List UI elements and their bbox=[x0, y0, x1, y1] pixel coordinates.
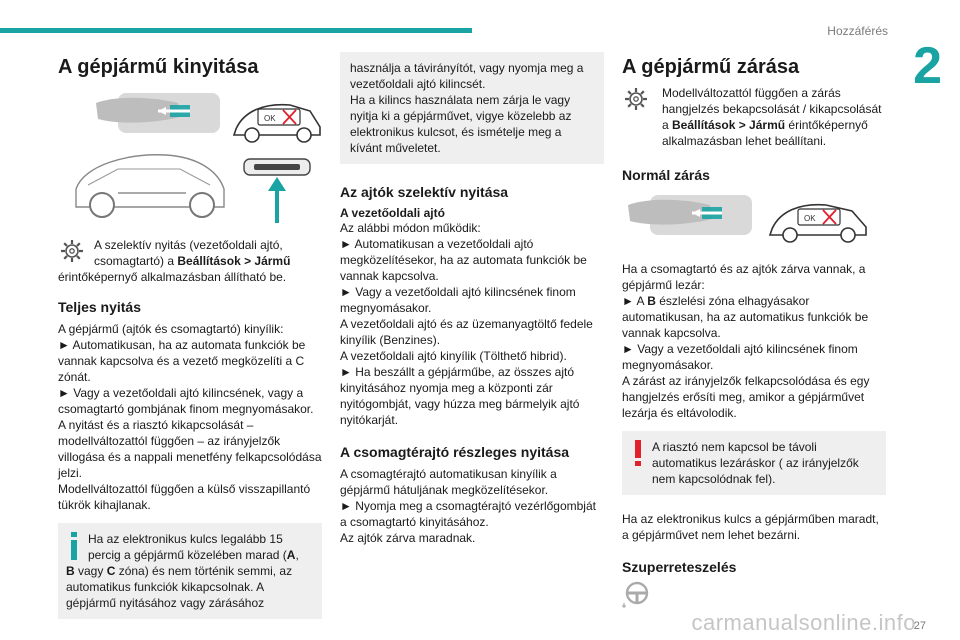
info-zone-a: A bbox=[286, 548, 296, 562]
tailgate-button-illustration bbox=[244, 159, 310, 223]
driver-line-3: ► Vagy a vezetőoldali ajtó kilincsének finom megnyomásakor. bbox=[340, 285, 576, 315]
normal-lock-illustration bbox=[622, 189, 886, 249]
full-unlock-line-5: Modellváltozattól függően a külső visszapillantó tükrök kihajlanak. bbox=[58, 482, 311, 512]
driver-line-4: A vezetőoldali ajtó és az üzemanyagtöltő fedele kinyílik (Benzines). bbox=[340, 317, 593, 347]
info-zone-b: B bbox=[66, 564, 75, 578]
header-accent-bar bbox=[0, 28, 472, 33]
normal-lock-heading: Normál zárás bbox=[622, 167, 710, 183]
steering-wheel-icon bbox=[622, 581, 652, 609]
unlock-note-line3: érintőképernyő alkalmazásban állítható be. bbox=[58, 270, 287, 284]
normal-lock-line-c: ► Vagy a vezetőoldali ajtó kilincsének finom megnyomásakor. bbox=[622, 342, 858, 372]
driver-line-5: A vezetőoldali ajtó kinyílik (Tölthető hibrid). bbox=[340, 349, 567, 363]
column-2 bbox=[340, 52, 604, 546]
info-text-a: Ha az elektronikus kulcs legalább 15 percig a gépjármű közelében marad ( bbox=[88, 532, 287, 562]
warning-icon bbox=[632, 439, 644, 467]
normal-lock-b-zone: B bbox=[647, 294, 656, 308]
info-icon bbox=[66, 531, 82, 561]
unlock-illustration bbox=[58, 89, 322, 225]
normal-lock-line-d: A zárást az irányjelzők felkapcsolódása és egy hangjelzés erősíti meg, amikor a gépjárművet lezárja és eltávolodik. bbox=[622, 374, 870, 420]
warning-note-box bbox=[622, 431, 886, 495]
driver-line-1: Az alábbi módon működik: bbox=[340, 221, 481, 235]
unlock-note-line2: csomagtartó) a bbox=[94, 254, 178, 268]
full-unlock-heading: Teljes nyitás bbox=[58, 299, 142, 315]
full-unlock-line-2: ► Automatikusan, ha az automata funkciók be vannak kapcsolva és a vezető megközelíti a C zónát. bbox=[58, 338, 306, 384]
section-name: Hozzáférés bbox=[827, 24, 888, 38]
partial-tailgate-heading: A csomagtérajtó részleges nyitása bbox=[340, 444, 570, 460]
selective-unlock-heading: Az ajtók szelektív nyitása bbox=[340, 184, 509, 200]
driver-door-heading: A vezetőoldali ajtó bbox=[340, 206, 445, 220]
warning-text: A riasztó nem kapcsol be távoli automatikus lezáráskor ( az irányjelzők nem kapcsolódnak fel). bbox=[652, 440, 859, 486]
door-handle-illustration bbox=[96, 93, 220, 133]
partial-line-1: A csomagtérajtó automatikusan kinyílik a gépjármű hátuljának megközelítésekor. bbox=[340, 467, 557, 497]
driver-line-2: ► Automatikusan a vezetőoldali ajtó megközelítésekor, ha az automata funkciók be vannak kapcsolva. bbox=[340, 237, 587, 283]
car-side-ok-illustration bbox=[234, 105, 320, 142]
unlock-settings-note bbox=[58, 237, 322, 285]
door-handle-illustration bbox=[628, 195, 752, 235]
lock-title: A gépjármű zárása bbox=[622, 56, 800, 78]
full-unlock-line-3: ► Vagy a vezetőoldali ajtó kilincsének, vagy a csomagtartó gombjának finom megnyomásakor. bbox=[58, 386, 314, 416]
lock-note-a: Modellváltozattól függően a zárás hangjelzés bekapcsolását / kikapcsolását a bbox=[662, 86, 882, 132]
car-side-ok-illustration bbox=[770, 205, 866, 242]
full-unlock-line-1: A gépjármű (ajtók és csomagtartó) kinyílik: bbox=[58, 322, 284, 336]
column-1 bbox=[58, 52, 322, 619]
key-inside-note: Ha az elektronikus kulcs a gépjárműben maradt, a gépjárművet nem lehet bezárni. bbox=[622, 512, 879, 542]
info-text-b: , bbox=[295, 548, 299, 562]
info-note-box bbox=[58, 523, 322, 619]
lock-settings-note bbox=[622, 85, 886, 149]
normal-lock-line-b bbox=[622, 293, 886, 341]
car-front-illustration bbox=[76, 155, 224, 217]
normal-lock-line-a: Ha a csomagtartó és az ajtók zárva vannak, a gépjármű lezár: bbox=[622, 262, 866, 292]
chapter-number: 2 bbox=[913, 37, 942, 95]
page-number: 27 bbox=[913, 620, 926, 632]
unlock-note-line1: A szelektív nyitás (vezetőoldali ajtó, bbox=[94, 238, 283, 252]
partial-line-3: Az ajtók zárva maradnak. bbox=[340, 531, 476, 545]
ok-label-2: OK bbox=[804, 214, 816, 223]
normal-lock-b-pre: ► A bbox=[622, 294, 648, 308]
info-note-continued: használja a távirányítót, vagy nyomja meg a vezetőoldali ajtó kilincsét. Ha a kilincs használata nem zárja le vagy nyitja ki a gépjárművet, vigye közelebb az elektronikus kulcsot, és ismételje meg a kívánt műveletet. bbox=[340, 52, 604, 164]
deadlock-heading: Szuperreteszelés bbox=[622, 559, 737, 575]
driver-line-6: ► Ha beszállt a gépjárműbe, az összes ajtó kinyitásához nyomja meg a központi zár nyitógombját, vagy húzza meg bármelyik ajtó nyitókarját. bbox=[340, 365, 580, 427]
partial-line-2: ► Nyomja meg a csomagtérajtó vezérlőgombját a csomagtartó kinyitásához. bbox=[340, 499, 596, 529]
unlock-note-bold: Beállítások > Jármű bbox=[177, 254, 291, 268]
info-text-d: zóna) és nem történik semmi, az automatikus funkciók kikapcsolnak. A gépjármű nyitásához vagy zárásához bbox=[66, 564, 293, 610]
watermark: carmanualsonline.info bbox=[691, 610, 916, 635]
column-3 bbox=[622, 52, 886, 609]
lock-note-b: érintőképernyő alkalmazásban lehet beállítani. bbox=[662, 118, 868, 148]
unlock-title: A gépjármű kinyitása bbox=[58, 56, 259, 78]
info-text-c: vagy bbox=[74, 564, 107, 578]
gear-icon bbox=[622, 85, 650, 113]
ok-label: OK bbox=[264, 114, 276, 123]
full-unlock-line-4: A nyitást és a riasztó kikapcsolását – modellváltozattól függően – az irányjelzők villogása és a nappali menetfény felkapcsolódása jelzi. bbox=[58, 418, 322, 480]
lock-note-bold: Beállítások > Jármű bbox=[672, 118, 786, 132]
gear-icon bbox=[58, 237, 86, 265]
info-zone-c: C bbox=[106, 564, 116, 578]
normal-lock-b-post: észlelési zóna elhagyásakor automatikusan, ha az automatikus funkciók be vannak kapcsolva. bbox=[622, 294, 869, 340]
